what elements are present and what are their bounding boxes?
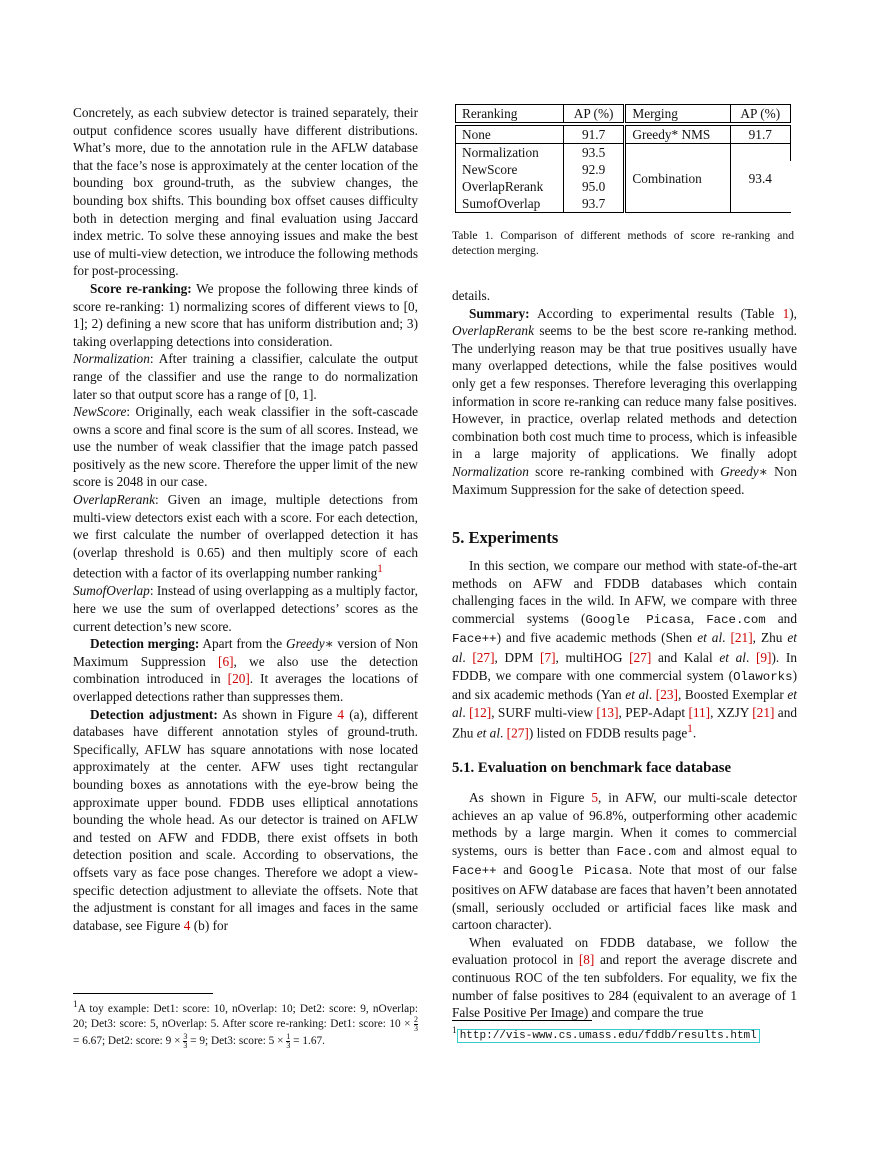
sumofoverlap-term: SumofOverlap [73, 583, 150, 599]
figure-link[interactable]: 5 [591, 790, 599, 805]
fddb-paragraph: When evaluated on FDDB database, we follow the evaluation protocol in [8] and report the average discrete and continuous ROC of the ten subfolders. For equality, we fix the number of false positives to 284 (equivalent to an average of 1 False Positive Per Image) and compare the true [452, 934, 797, 1021]
right-column-evaluation [452, 789, 797, 1022]
right-column-upper [452, 287, 797, 498]
evaluation-paragraph: As shown in Figure 5, in AFW, our multi-scale detector achieves an ap value of 96.8%, outperforming other academic methods by a large margin. When it comes to commercial systems, ours is better than Face.com and almost equal to Face++ and Google Picasa. Note that most of our false positives on AFW database are faces that haven’t been annotated (small, seriously occluded or artificial faces like mask and cartoon character). [452, 790, 797, 933]
normalization-paragraph: Normalization: After training a classifier, calculate the output range of the classifier and use the range to do normalization later so that output score has a range of [0, 1]. [73, 351, 418, 402]
citation-link[interactable]: [12] [469, 704, 492, 720]
summary-paragraph: Summary: According to experimental results (Table 1), OverlapRerank seems to be the best score re-ranking method. The underlying reason may be that true positives usually have many overlapped detections, while the false positives would only get a few responses. Therefore leveraging this overlapping information in score re-ranking can reduce many false positives. However, in practice, overlap related methods and detection combination both cost much time to process, which is infeasible in a large majority of applications. We finally adopt Normalization score re-ranking combined with Greedy∗ Non Maximum Suppression for the sake of detection speed. [452, 305, 797, 497]
detection-adjustment-heading: Detection adjustment: [90, 706, 218, 722]
citation-link[interactable]: [11] [688, 704, 711, 720]
table-cell: NewScore [462, 162, 518, 177]
details-continuation: details. [452, 288, 491, 303]
left-column [73, 104, 418, 934]
score-reranking-heading: Score re-ranking: [90, 280, 192, 296]
footnote-link[interactable]: 1 [377, 563, 383, 576]
table-caption: Table 1. Comparison of different methods of score re-ranking and detection merging. [452, 229, 794, 257]
detection-merging-heading: Detection merging: [90, 636, 200, 652]
newscore-paragraph: NewScore: Originally, each weak classifier in the soft-cascade owns a score and final score is the sum of all scores. Instead, we use the number of weak classifier that the image patch passed positively as the new score. Therefore the upper limit of the new score is 2048 in our case. [73, 404, 418, 490]
table-cell: Greedy* NMS [625, 126, 730, 144]
normalization-term: Normalization [73, 351, 150, 367]
fraction: $\frac{1}{3}$ [286, 1032, 291, 1051]
table-cell: 91.7 [563, 126, 625, 144]
detection-merging-paragraph: Detection merging: Apart from the Greedy∗ version of Non Maximum Suppression [6], we also use the detection combination introduced in [20]. It averages the locations of overlapped detections rather than suppresses them. [73, 636, 419, 705]
score-reranking-paragraph: Score re-ranking: We propose the following three kinds of score re-ranking: 1) normalizing scores of different views to [0, 1]; 2) defining a new score that has uniform distribution and; 3) taking overlapping detections into consideration. [73, 280, 418, 349]
table-header: Merging [625, 105, 730, 123]
table-header: AP (%) [730, 105, 790, 123]
detection-adjustment-paragraph: Detection adjustment: As shown in Figure 4 (a), different databases have different annotation styles of ground-truth. Specifically, AFLW has square annotations with nose located approximately at the center. AFW uses tight rectangular bounding boxes as annotations with the eye-brow being the approximate upper bound. FDDB uses elliptical annotations bounding the whole head. As our detector is trained on AFLW and tested on AFW and FDDB, there exist offsets in both detection position and scale. According to observations, the offsets vary as face pose changes. Therefore we adopt a view-specific detection adjustment to alleviate the offsets. Note that the adjustment is constant for all images and faces in the same database, see Figure 4 (b) for [73, 706, 418, 933]
table-cell: SumofOverlap [462, 196, 541, 211]
table-header: Reranking [462, 106, 518, 121]
citation-link[interactable]: [21] [730, 630, 753, 646]
table-cell: Combination [625, 144, 730, 213]
footnote-rule [73, 993, 213, 994]
figure-link[interactable]: 4 [183, 917, 191, 933]
right-column-experiments [452, 557, 797, 742]
table-cell: Normalization [462, 145, 539, 160]
fraction: $\frac{2}{3}$ [414, 1015, 418, 1034]
overlaprerank-paragraph: OverlapRerank: Given an image, multiple detections from multi-view detectors exist each with a score. For each detection, we first calculate the number of overlapped detection it has (overlap threshold is 0.65) and then multiply score of each detection with a factor of its overlapping number ranking$^1$ [73, 492, 418, 581]
experiments-paragraph: In this section, we compare our method with state-of-the-art methods on AFW and FDDB databases which contain challenging faces in the wild. In AFW, we compare with three commercial systems (Google Picasa, Face.com and Face++) and five academic methods (Shen et al. [21], Zhu et al. [27], DPM [7], multiHOG [27] and Kalal et al. [9]). In FDDB, we compare with one commercial system (Olaworks) and six academic methods (Yan et al. [23], Boosted Exemplar et al. [12], SURF multi-view [13], PEP-Adapt [11], XZJY [21] and Zhu et al. [27]) listed on FDDB results page$^1$. [452, 558, 797, 741]
footnote-rule [452, 1020, 592, 1021]
table-row [456, 126, 791, 144]
citation-link[interactable]: [27] [506, 725, 529, 741]
overlaprerank-term: OverlapRerank [73, 492, 155, 508]
citation-link[interactable]: [23] [655, 687, 678, 703]
table-cell: 93.7 [563, 195, 625, 213]
table-cell: 93.5 [563, 144, 625, 162]
table-cell: 93.4 [730, 144, 790, 213]
citation-link[interactable]: [21] [752, 704, 775, 720]
citation-link[interactable]: [6] [218, 653, 234, 669]
citation-link[interactable]: [27] [629, 649, 652, 665]
table-row [456, 144, 791, 162]
table-link[interactable]: 1 [782, 305, 790, 321]
subsection-title: 5.1. Evaluation on benchmark face database [452, 760, 732, 776]
footnote-toy-example: $^1$A toy example: Det1: score: 10, nOverlap: 10; Det2: score: 9, nOverlap: 20; Det3: score: 5, nOverlap: 5. After score re-ranking: Det1: score: 10 × $\frac{2}{3}$ = 6.67; Det2: score: 9 × $\frac{3}{3}$ = 9; Det3: score: 5 × $\frac{1}{3}$ = 1.67. [73, 1000, 418, 1051]
intro-paragraph: Concretely, as each subview detector is trained separately, their output confidence scores usually have different distributions. What’s more, due to the annotation rule in the AFLW database that the face’s nose is approximately at the center location of the bounding box ground-truth, as the subview changes, the bounding box shifts. This bounding box offset causes difficulty both in detection merging and final evaluation using Jaccard index metric. To solve these annoying issues and make the best use of multi-view detection, we introduce the following methods for post-processing. [73, 105, 418, 279]
citation-link[interactable]: [27] [472, 649, 495, 665]
citation-link[interactable]: [7] [540, 649, 556, 665]
figure-link[interactable]: 4 [337, 706, 345, 722]
footnote-url: $^1$ http://vis-www.cs.umass.edu/fddb/results.html [452, 1024, 797, 1043]
fraction: $\frac{3}{3}$ [183, 1032, 188, 1051]
citation-link[interactable]: [8] [578, 952, 595, 968]
table-cell: None [462, 127, 491, 142]
citation-link[interactable]: [20] [227, 671, 250, 687]
fddb-results-link[interactable]: http://vis-www.cs.umass.edu/fddb/results.html [457, 1029, 760, 1043]
citation-link[interactable]: [9] [755, 649, 772, 665]
footnote-link[interactable]: 1 [687, 723, 693, 736]
table-header-row [456, 105, 791, 123]
table-cell: OverlapRerank [462, 179, 544, 194]
results-table [455, 104, 791, 213]
table-header: AP (%) [563, 105, 625, 123]
section-title: 5. Experiments [452, 528, 559, 547]
table-cell: 92.9 [563, 161, 625, 178]
newscore-term: NewScore [73, 404, 127, 420]
summary-heading: Summary: [469, 305, 530, 321]
table-cell: 95.0 [563, 178, 625, 195]
table-cell: 91.7 [730, 126, 790, 144]
sumofoverlap-paragraph: SumofOverlap: Instead of using overlapping as a multiply factor, here we use the sum of overlapped detections’ scores as the current detection’s new score. [73, 583, 418, 634]
citation-link[interactable]: [13] [596, 704, 619, 720]
